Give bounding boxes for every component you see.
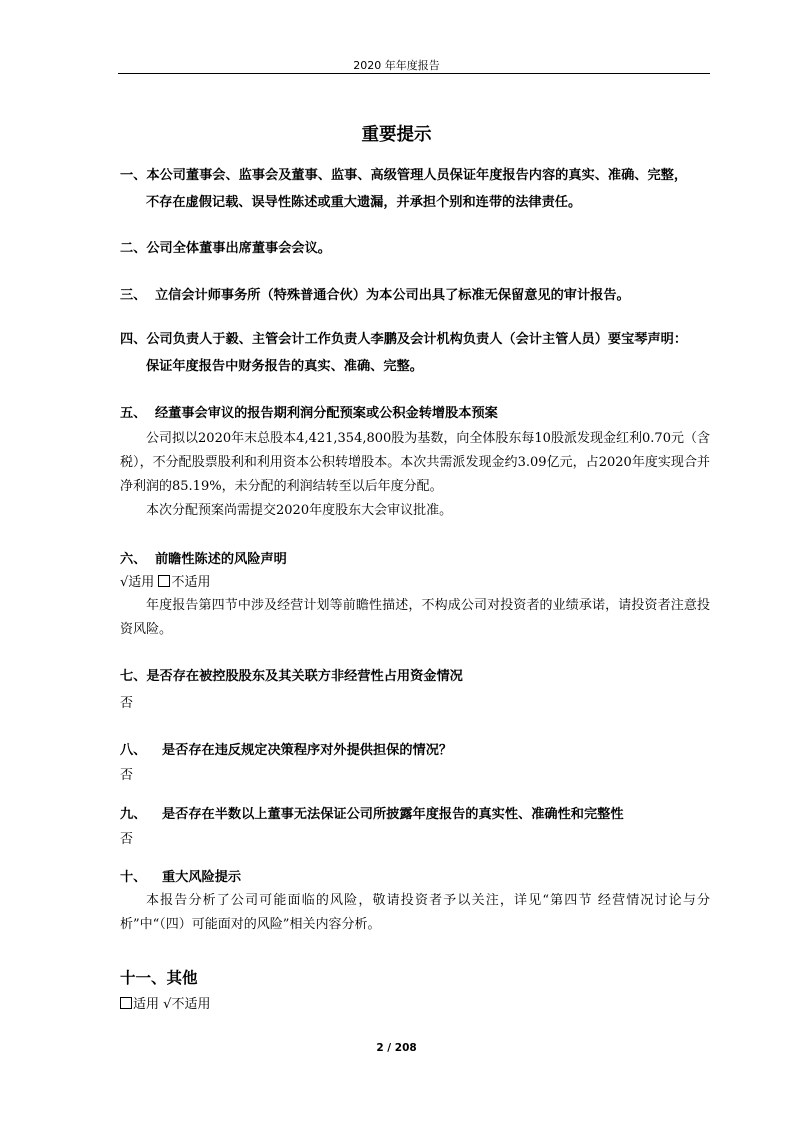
section-10-number: 十、 [120,870,147,885]
section-9-heading: 是否存在半数以上董事无法保证公司所披露年度报告的真实性、准确性和完整性 [162,807,624,822]
section-8-heading: 是否存在违反规定决策程序对外提供担保的情况？ [162,743,453,758]
section-4-line1: 四、公司负责人于毅、主管会计工作负责人李鹏及会计机构负责人（会计主管人员）要宝琴声明： [120,332,688,347]
page-number: 2 / 208 [376,1042,417,1054]
check-mark-icon: √ [120,575,129,590]
section-6-options [120,571,210,595]
section-1-line1: 一、本公司董事会、监事会及董事、监事、高级管理人员保证年度报告内容的真实、准确、完整， [120,168,688,183]
option-applicable-label: 适用 [128,575,155,590]
running-header: 2020 年年度报告 [353,59,440,72]
page-title: 重要提示 [361,125,432,145]
section-4-line2: 保证年度报告中财务报告的真实、准确、完整。 [146,359,423,374]
option-not-applicable-label: 不适用 [171,997,211,1012]
section-3-number: 三、 [120,288,147,303]
section-1-line2: 不存在虚假记载、误导性陈述或重大遗漏，并承担个别和连带的法律责任。 [146,195,582,210]
section-5-number: 五、 [120,406,147,421]
section-6-paragraph: 年度报告第四节中涉及经营计划等前瞻性描述，不构成公司对投资者的业绩承诺，请投资者注意投资风险。 [120,598,710,637]
check-mark-icon: √ [163,997,172,1012]
section-6-heading: 前瞻性陈述的风险声明 [155,552,287,567]
checkbox-empty-icon [158,575,170,587]
section-10-paragraph: 本报告分析了公司可能面临的风险，敬请投资者予以关注，详见“第四节 经营情况讨论与分析”中“（四）可能面对的风险”相关内容分析。 [120,893,710,932]
section-8-number: 八、 [120,743,147,758]
section-11-heading: 十一、其他 [120,969,198,987]
section-9-number: 九、 [120,807,147,822]
checkbox-empty-icon [120,997,132,1009]
section-5-paragraph-2: 本次分配预案尚需提交2020年度股东大会审议批准。 [146,503,453,518]
header-rule [118,73,710,74]
section-10-heading: 重大风险提示 [162,870,242,885]
section-7-answer: 否 [120,696,134,711]
section-8-answer: 否 [120,768,134,783]
section-5-paragraph-1: 公司拟以2020年末总股本4,421,354,800股为基数，向全体股东每10股派发现金红利0.70元（含税），不分配股票股利和利用资本公积转增股本。本次共需派发现金约3.09亿元，占2020年度实现合并净利润的85.19%，未分配的利润结转至以后年度分配。 [120,431,710,494]
section-2-heading: 二、公司全体董事出席董事会会议。 [120,241,331,256]
section-3-heading: 立信会计师事务所（特殊普通合伙）为本公司出具了标准无保留意见的审计报告。 [155,288,630,303]
section-9-answer: 否 [120,832,134,847]
section-7-heading: 七、是否存在被控股股东及其关联方非经营性占用资金情况 [120,669,463,684]
option-applicable-label: 适用 [133,997,160,1012]
section-6-number: 六、 [120,552,147,567]
section-11-options [120,993,210,1017]
option-not-applicable-label: 不适用 [171,575,211,590]
section-5-heading: 经董事会审议的报告期利润分配预案或公积金转增股本预案 [155,406,498,421]
